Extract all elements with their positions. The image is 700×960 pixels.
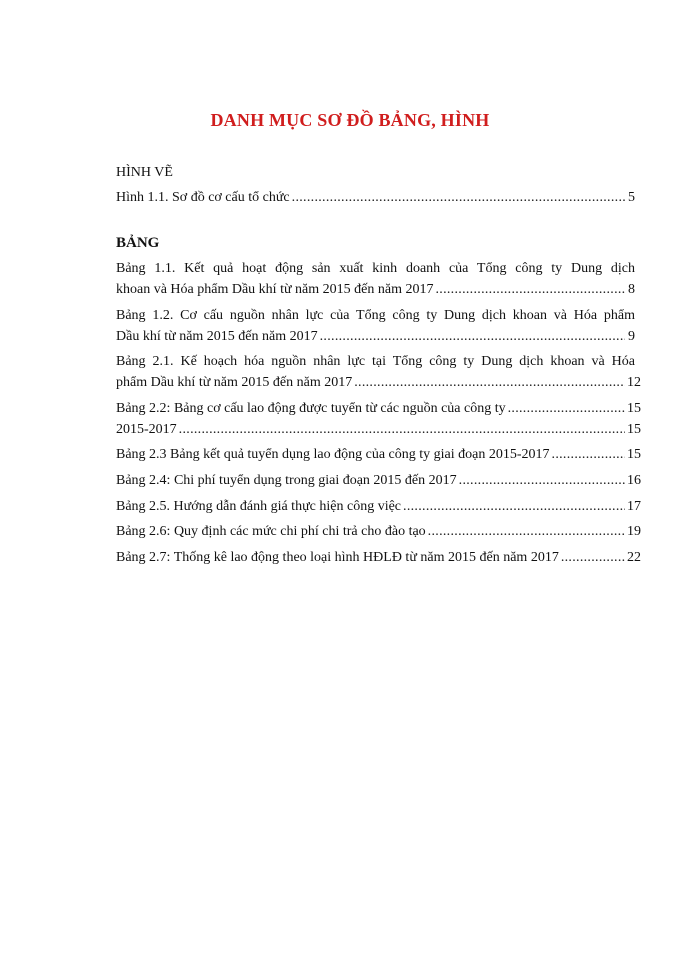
- figures-list: [116, 187, 635, 213]
- tables-heading: BẢNG: [116, 235, 160, 251]
- toc-entry-text: Hình 1.1. Sơ đồ cơ cấu tổ chức: [116, 190, 290, 205]
- toc-page-number: 12: [627, 375, 641, 391]
- toc-entry-text-cont: khoan và Hóa phẩm Dầu khí từ năm 2015 đến năm 2017: [116, 282, 434, 297]
- dot-leader: [428, 521, 625, 542]
- page-title: DANH MỤC SƠ ĐỒ BẢNG, HÌNH: [210, 110, 490, 130]
- toc-entry-text: Bảng 2.2: Bảng cơ cấu lao động được tuyển từ các nguồn của công ty: [116, 400, 506, 416]
- toc-entry-text: Bảng 2.4: Chi phí tuyển dụng trong giai đoạn 2015 đến 2017: [116, 472, 457, 488]
- toc-page-number: 17: [627, 498, 641, 514]
- dot-leader: [320, 326, 625, 347]
- dot-leader: [459, 470, 625, 491]
- dot-leader: [354, 372, 625, 393]
- toc-entry-table-1-1[interactable]: [116, 258, 635, 300]
- toc-page-number: 5: [628, 190, 635, 205]
- toc-page-number: 15: [627, 447, 641, 463]
- toc-entry-figure-1-1[interactable]: [116, 187, 635, 208]
- toc-page-number: 15: [627, 400, 641, 416]
- toc-entry-text: Bảng 2.5. Hướng dẫn đánh giá thực hiện công việc: [116, 498, 402, 514]
- toc-entry-table-2-7[interactable]: [116, 547, 641, 568]
- toc-entry-table-2-4[interactable]: [116, 470, 641, 491]
- toc-entry-text: Bảng 2.7: Thống kê lao động theo loại hình HĐLĐ từ năm 2015 đến năm 2017: [116, 549, 559, 565]
- toc-entry-table-2-3[interactable]: [116, 444, 641, 465]
- toc-entry-text: Bảng 1.2. Cơ cấu nguồn nhân lực của Tổng công ty Dung dịch khoan và Hóa phẩm: [116, 307, 635, 323]
- toc-page-number: 22: [627, 549, 641, 565]
- dot-leader: [179, 419, 625, 440]
- tables-list: [116, 258, 641, 572]
- toc-entry-text-cont: Dầu khí từ năm 2015 đến năm 2017: [116, 328, 318, 344]
- toc-entry-table-1-2[interactable]: [116, 305, 635, 347]
- toc-entry-table-2-6[interactable]: [116, 521, 641, 542]
- toc-page-number: 9: [628, 328, 635, 344]
- dot-leader: [552, 444, 625, 465]
- toc-entry-text: Bảng 2.3 Bảng kết quả tuyển dụng lao động của công ty giai đoạn 2015-2017: [116, 447, 550, 463]
- dot-leader: [403, 496, 625, 517]
- toc-entry-table-2-2[interactable]: [116, 398, 641, 440]
- toc-entry-text: Bảng 2.1. Kế hoạch hóa nguồn nhân lực tại Tổng công ty Dung dịch khoan và Hóa: [116, 354, 635, 370]
- dot-leader: [508, 398, 625, 419]
- figures-heading: HÌNH VẼ: [116, 165, 173, 180]
- toc-page-number: 19: [627, 524, 641, 540]
- toc-entry-text: Bảng 1.1. Kết quả hoạt động sản xuất kinh doanh của Tổng công ty Dung dịch: [116, 261, 635, 276]
- dot-leader: [292, 187, 625, 208]
- dot-leader: [561, 547, 625, 568]
- toc-page-number: 8: [628, 282, 635, 297]
- toc-entry-text-cont: phẩm Dầu khí từ năm 2015 đến năm 2017: [116, 375, 353, 391]
- toc-page-number: 16: [627, 472, 641, 488]
- toc-entry-text-cont: 2015-2017: [116, 421, 177, 437]
- toc-entry-table-2-1[interactable]: [116, 351, 641, 393]
- toc-entry-text: Bảng 2.6: Quy định các mức chi phí chi trả cho đào tạo: [116, 524, 426, 540]
- toc-page-number: 15: [627, 421, 641, 437]
- dot-leader: [435, 279, 625, 300]
- toc-entry-table-2-5[interactable]: [116, 496, 641, 517]
